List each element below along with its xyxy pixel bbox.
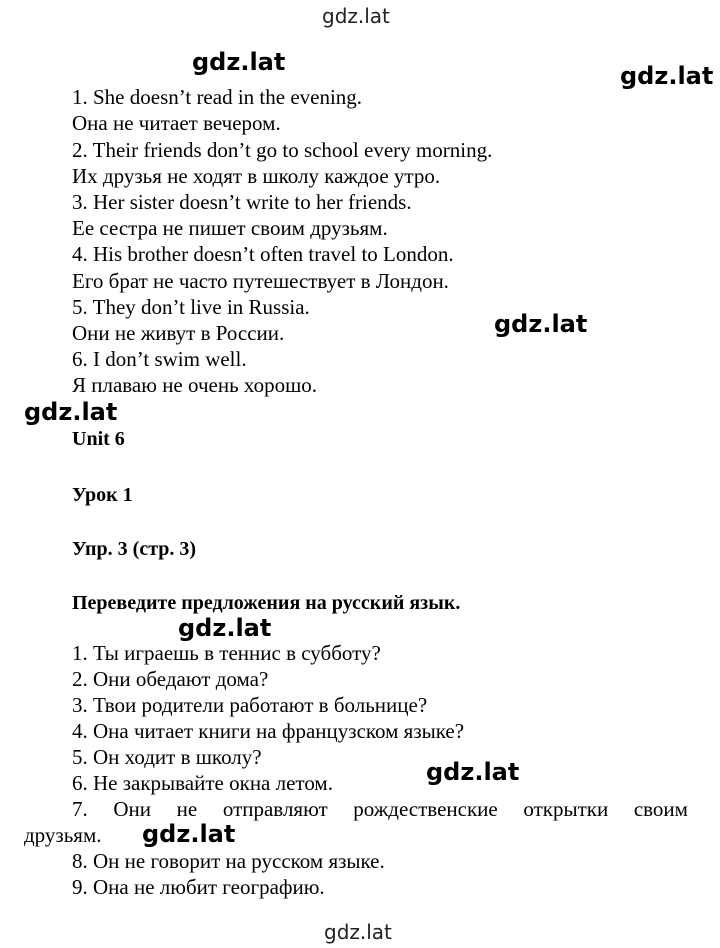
word: открытки: [523, 797, 609, 821]
text-line: 2. Their friends don’t go to school every morning.: [72, 138, 493, 162]
word: отправляют: [222, 797, 328, 821]
text-line: Она не читает вечером.: [72, 111, 281, 135]
lesson-heading: Урок 1: [72, 484, 133, 506]
task-heading: Переведите предложения на русский язык.: [72, 592, 461, 614]
answer-line: 6. Не закрывайте окна летом.: [72, 771, 333, 795]
watermark-bold: gdz.lat: [426, 758, 520, 786]
answer-line: 8. Он не говорит на русском языке.: [72, 849, 385, 873]
text-line: Они не живут в России.: [72, 321, 285, 345]
text-line: 6. I don’t swim well.: [72, 347, 247, 371]
watermark-bold: gdz.lat: [142, 820, 236, 848]
word: своим: [633, 797, 688, 821]
text-line: 1. She doesn’t read in the evening.: [72, 85, 363, 109]
exercise-heading: Упр. 3 (стр. 3): [72, 538, 197, 560]
answer-line: 2. Они обедают дома?: [72, 667, 269, 691]
answer-line: 3. Твои родители работают в больнице?: [72, 693, 428, 717]
watermark-bold: gdz.lat: [178, 614, 272, 642]
watermark-bold: gdz.lat: [24, 398, 118, 426]
watermark-bottom: gdz.lat: [324, 920, 392, 944]
text-line: Его брат не часто путешествует в Лондон.: [72, 269, 449, 293]
answer-line-justified: [72, 796, 688, 822]
word: рождественские: [353, 797, 498, 821]
word: 7.: [72, 797, 88, 821]
word: Они: [113, 797, 152, 821]
text-line: 3. Her sister doesn’t write to her friends.: [72, 190, 412, 214]
watermark-top: gdz.lat: [322, 4, 390, 28]
text-line: Я плаваю не очень хорошо.: [72, 373, 318, 397]
answer-line-continuation: друзьям.: [24, 823, 102, 847]
watermark-bold: gdz.lat: [620, 62, 714, 90]
answer-line: 5. Он ходит в школу?: [72, 745, 262, 769]
answer-line: 1. Ты играешь в теннис в субботу?: [72, 641, 381, 665]
text-line: Ее сестра не пишет своим друзьям.: [72, 216, 388, 240]
text-line: Их друзья не ходят в школу каждое утро.: [72, 164, 441, 188]
text-line: 5. They don’t live in Russia.: [72, 295, 310, 319]
watermark-bold: gdz.lat: [494, 310, 588, 338]
answer-line: 9. Она не любит географию.: [72, 875, 325, 899]
answer-line: 4. Она читает книги на французском языке?: [72, 719, 465, 743]
watermark-bold: gdz.lat: [192, 48, 286, 76]
word: не: [176, 797, 198, 821]
unit-heading: Unit 6: [72, 428, 125, 450]
text-line: 4. His brother doesn’t often travel to London.: [72, 242, 454, 266]
